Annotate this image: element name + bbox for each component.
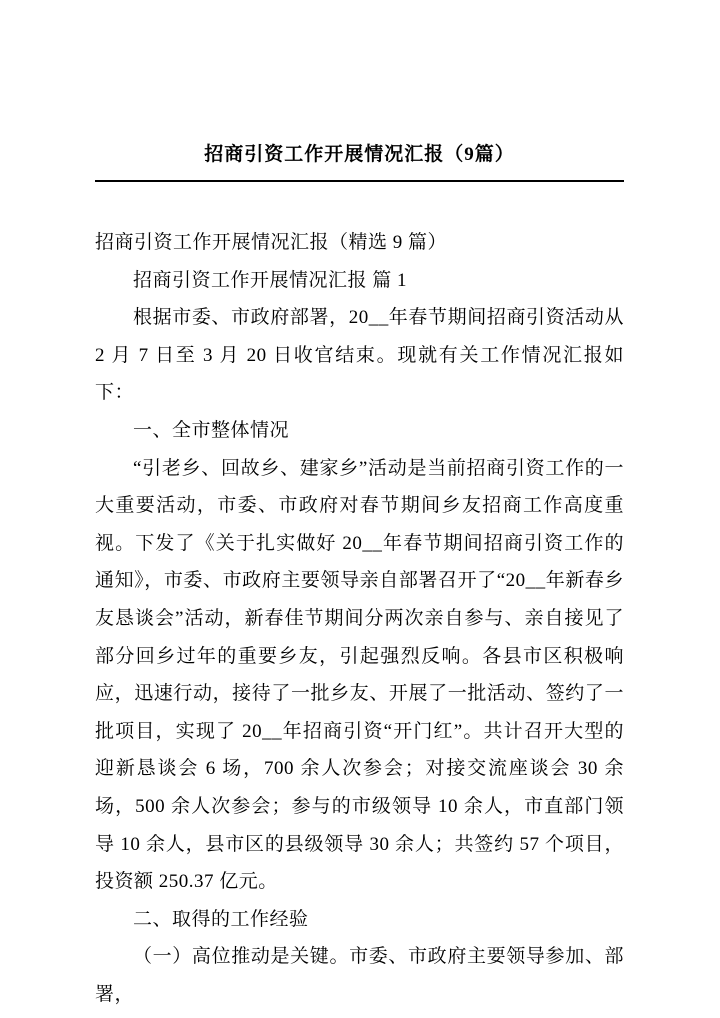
paragraph-section-2-title: 二、取得的工作经验: [133, 908, 309, 930]
document-body: [95, 224, 624, 1013]
paragraph-intro: 根据市委、市政府部署，20__年春节期间招商引资活动从 2 月 7 日至 3 月 20 日收官结束。现就有关工作情况汇报如下：: [95, 307, 624, 404]
paragraph-heading: 招商引资工作开展情况汇报（精选 9 篇）: [95, 232, 448, 253]
paragraph-section-1-body: “引老乡、回故乡、建家乡”活动是当前招商引资工作的一大重要活动，市委、市政府对春节期间乡友招商工作高度重视。下发了《关于扎实做好 20__年春节期间招商引资工作的通知》，市委、市政府主要领导亲自部署召开了“20__年新春乡友恳谈会”活动，新春佳节期间分两次亲自参与、亲自接见了部分回乡过年的重要乡友，引起强烈反响。各县市区积极响应，迅速行动，接待了一批乡友、开展了一批活动、签约了一批项目，实现了 20__年招商引资“开门红”。共计召开大型的迎新恳谈会 6 场，700 余人次参会；对接交流座谈会 30 余场，500 余人次参会；参与的市级领导 10 余人，市直部门领导 10 余人，县市区的县级领导 30 余人；共签约 57 个项目，投资额 250.37 亿元。: [95, 457, 624, 893]
paragraph-section-1-title: 一、全市整体情况: [133, 419, 290, 441]
paragraph-subheading: 招商引资工作开展情况汇报 篇 1: [133, 269, 408, 291]
paragraph-section-2-body: （一）高位推动是关键。市委、市政府主要领导参加、部署，: [95, 946, 624, 1005]
document-title: 招商引资工作开展情况汇报（9篇）: [204, 144, 515, 165]
title-divider: [95, 180, 624, 182]
